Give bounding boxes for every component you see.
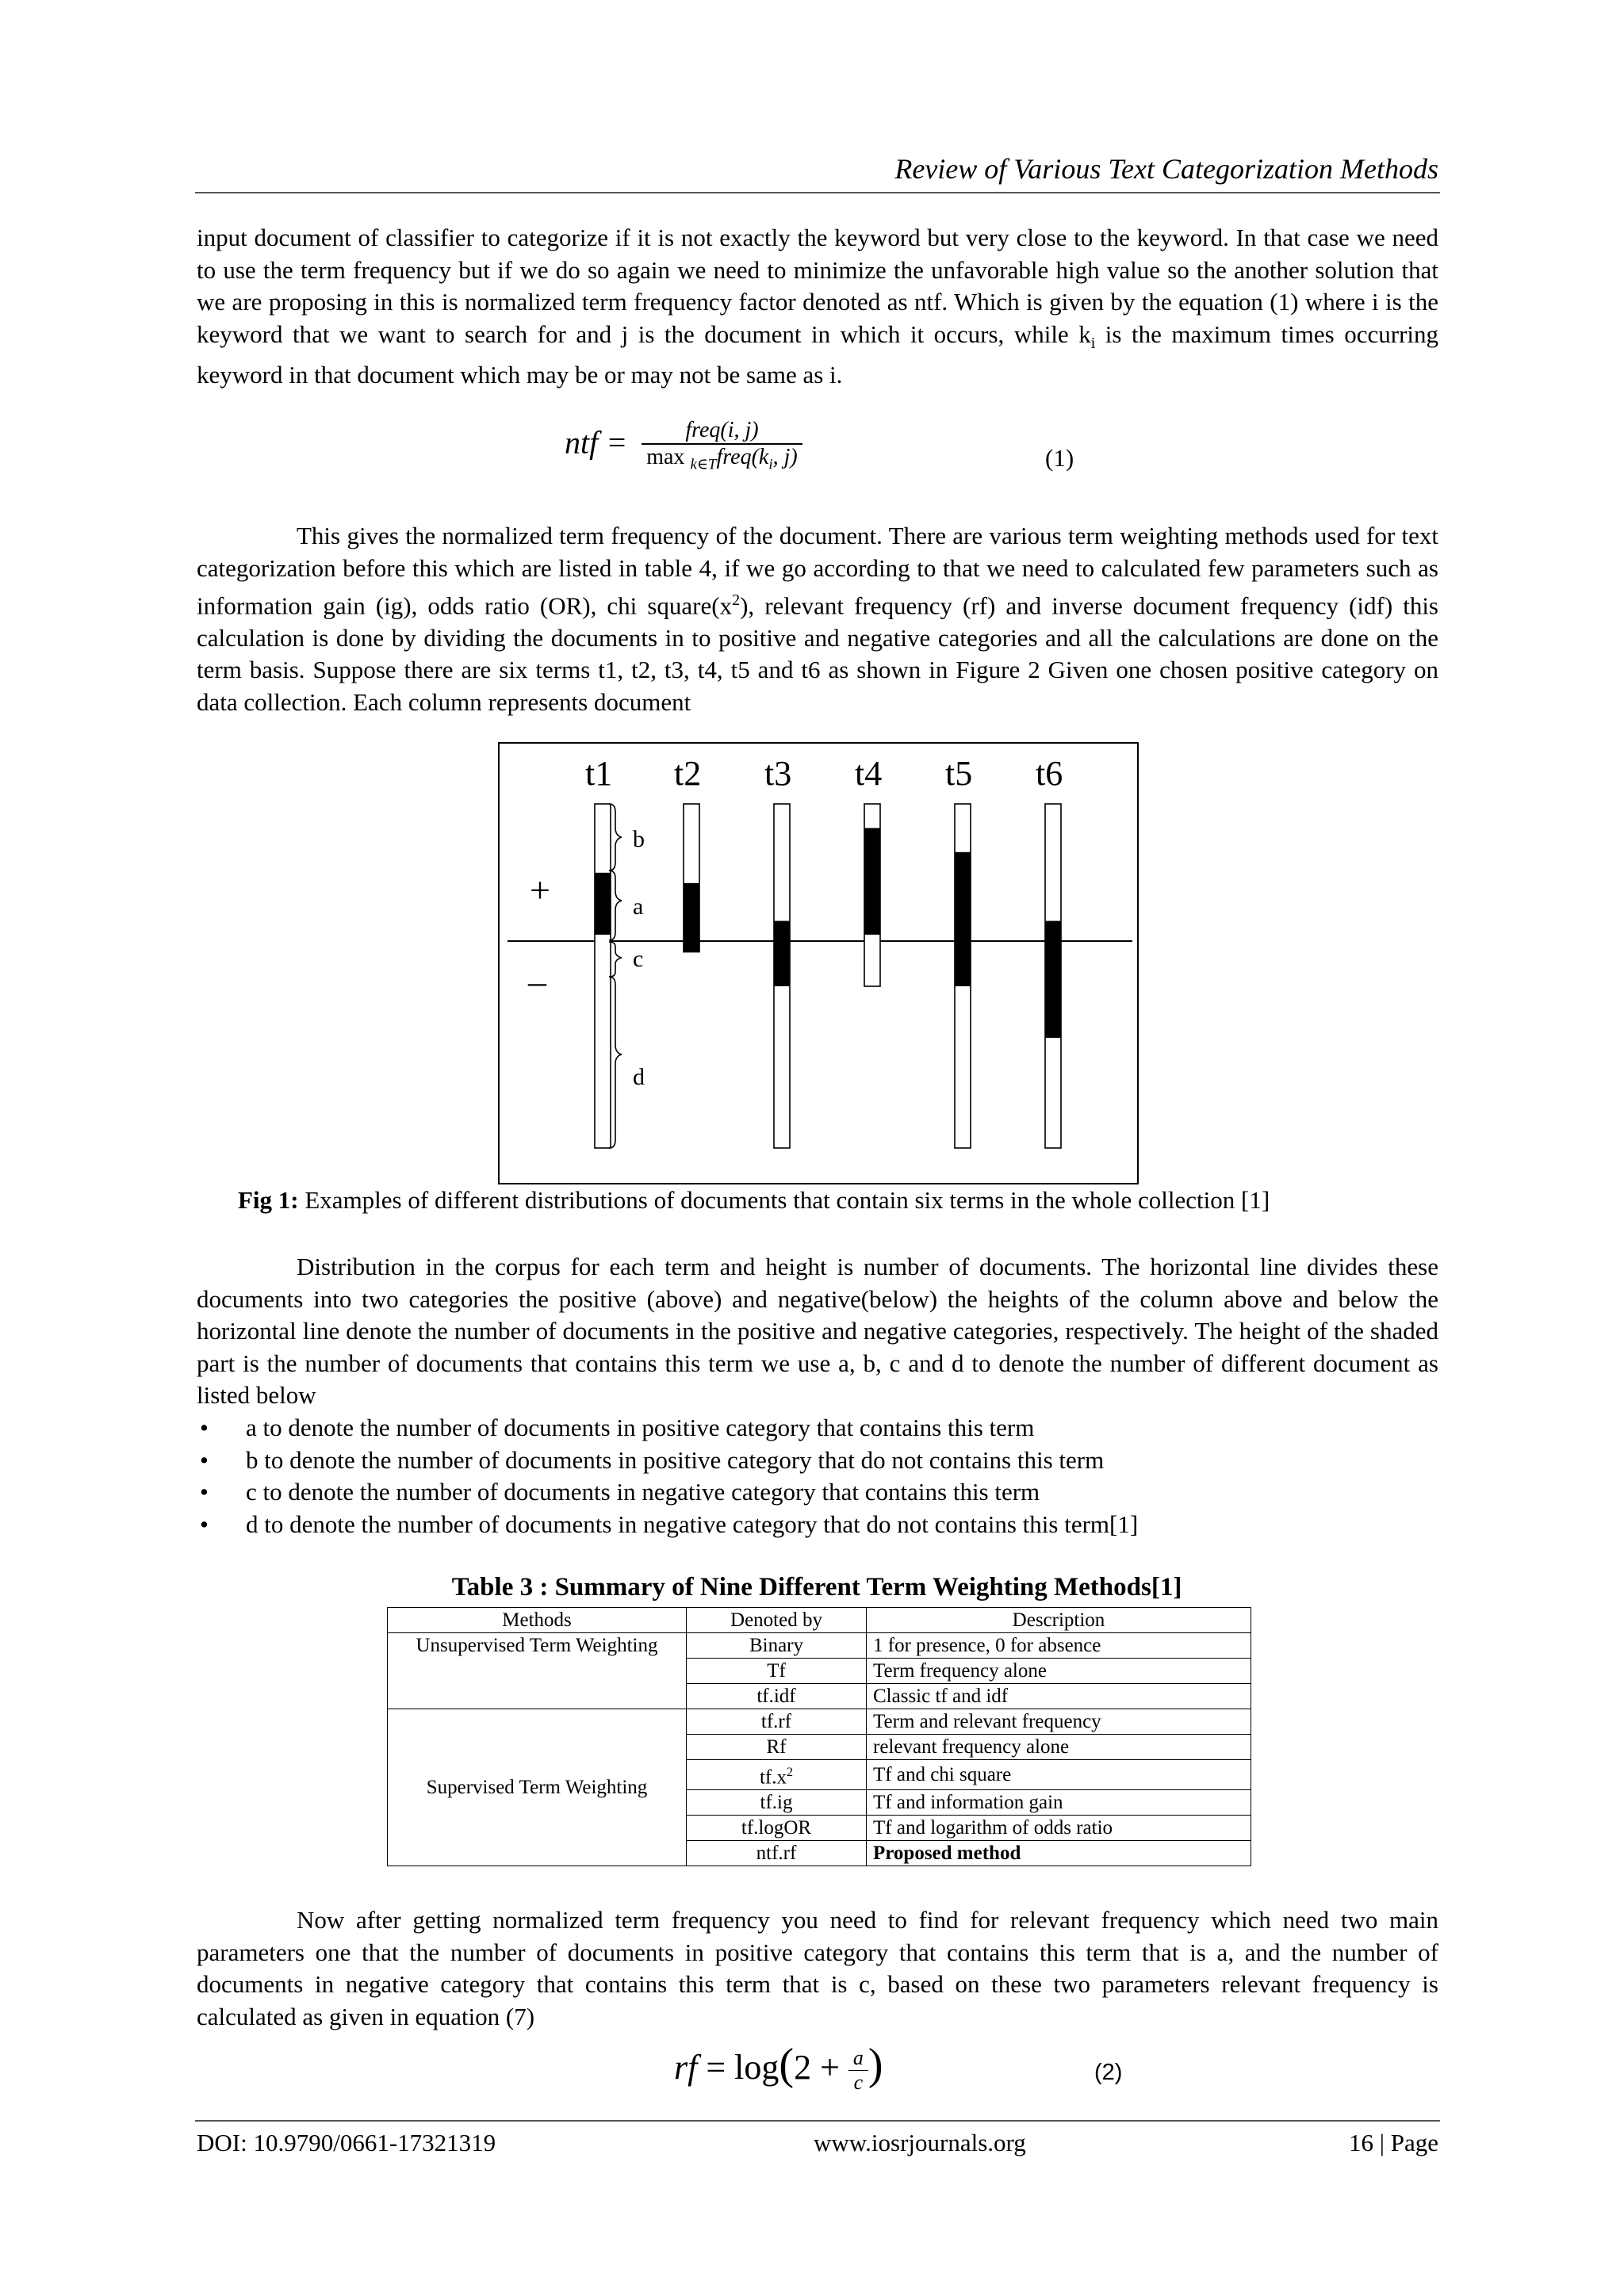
table-cell: tf.rf	[687, 1709, 867, 1735]
table-header-row	[388, 1608, 1251, 1633]
equation-2-two-plus: 2 +	[794, 2048, 848, 2087]
list-item	[197, 1509, 1438, 1541]
methods-table	[387, 1607, 1251, 1866]
table-row	[388, 1633, 1251, 1659]
equation-2-open-paren: (	[779, 2040, 795, 2089]
figure-1	[498, 742, 1139, 1184]
table-row	[388, 1709, 1251, 1735]
negative-sign: –	[528, 961, 546, 1001]
term-shaded-segment-t3	[774, 921, 790, 986]
term-shaded-segment-t6	[1045, 921, 1061, 1039]
figure-1-diagram	[500, 744, 1137, 1183]
equation-1-max: max	[646, 445, 685, 469]
table-cell: Rf	[687, 1735, 867, 1760]
equation-1	[565, 418, 802, 474]
table-cell-superscript: 2	[787, 1766, 794, 1779]
paragraph-1-text-end: is the maximum times occurring keyword in that document which may be or may not be same as i.	[197, 320, 1438, 389]
table-cell: relevant frequency alone	[867, 1735, 1251, 1760]
equation-2	[674, 2039, 883, 2095]
list-item	[197, 1476, 1438, 1509]
term-label-t2: t2	[674, 754, 702, 793]
figure-caption-label: Fig 1:	[238, 1186, 299, 1214]
table-cell: tf.idf	[687, 1684, 867, 1709]
term-label-t6: t6	[1036, 754, 1063, 793]
list-item	[197, 1412, 1438, 1445]
positive-sign: +	[530, 870, 550, 910]
footer-page-number: 16 | Page	[1349, 2129, 1438, 2156]
table-cell: tf.ig	[687, 1790, 867, 1816]
footer-website: www.iosrjournals.org	[814, 2129, 1026, 2156]
table-cell: Term frequency alone	[867, 1659, 1251, 1684]
table-cell: tf.logOR	[687, 1816, 867, 1841]
running-header: Review of Various Text Categorization Methods	[894, 153, 1438, 185]
paragraph-1-subscript: i	[1090, 334, 1096, 352]
equation-2-lhs: rf	[674, 2048, 698, 2087]
paragraph-3: Distribution in the corpus for each term and height is number of documents. The horizontal line divides these documents into two categories the positive (above) and negative(below) the heights of the column above and below the horizontal line denote the number of documents in the positive and negative categories, respectively. The height of the shaded part is the number of documents that contains this term we use a, b, c and d to denote the number of different document as listed below	[197, 1253, 1438, 1409]
table-group-cell: Unsupervised Term Weighting	[388, 1633, 687, 1709]
footer-rule	[195, 2120, 1440, 2122]
table-cell: Proposed method	[867, 1841, 1251, 1866]
figure-caption-text: Examples of different distributions of documents that contain six terms in the whole collection [1]	[298, 1186, 1270, 1214]
table-cell	[687, 1760, 867, 1790]
paragraph-2	[197, 520, 1438, 718]
bullet-dot: •	[200, 1414, 209, 1441]
term-label-t1: t1	[585, 754, 613, 793]
paragraph-4: Now after getting normalized term frequency you need to find for relevant frequency which need two main parameters one that the number of documents in positive category that contains this term that is a, and the number of documents in negative category that contains this term that is c, based on these two parameters relevant frequency is calculated as given in equation (7)	[197, 1906, 1438, 2030]
table-cell: Term and relevant frequency	[867, 1709, 1251, 1735]
list-item-text: b to denote the number of documents in positive category that do not contains this term	[246, 1445, 1105, 1474]
table-cell: Tf and logarithm of odds ratio	[867, 1816, 1251, 1841]
table-cell-text: tf.x	[759, 1766, 787, 1789]
label-a: a	[633, 894, 644, 920]
document-column-t1	[595, 804, 611, 1148]
table-header-cell: Description	[867, 1608, 1251, 1633]
equation-2-fraction	[848, 2046, 868, 2095]
equation-1-numerator: freq(i, j)	[642, 418, 802, 445]
list-item-text: c to denote the number of documents in negative category that contains this term	[246, 1478, 1040, 1506]
term-label-t5: t5	[945, 754, 973, 793]
table-cell: 1 for presence, 0 for absence	[867, 1633, 1251, 1659]
equation-1-max-subscript: k∈T	[690, 456, 717, 473]
list-item	[197, 1445, 1438, 1477]
table-header-cell: Methods	[388, 1608, 687, 1633]
list-item-text: a to denote the number of documents in positive category that contains this term	[246, 1414, 1035, 1441]
equation-2-numerator: a	[848, 2046, 868, 2071]
paragraph-2-text: This gives the normalized term frequency of the document. There are various term weighting methods used for text categorization before this which are listed in table 4, if we go according to that we need to calculated few parameters such as information gain (ig), odds ratio (OR), chi square(x	[197, 522, 1438, 620]
equation-1-denominator	[642, 445, 802, 474]
table-group-cell: Supervised Term Weighting	[388, 1709, 687, 1866]
table-cell: ntf.rf	[687, 1841, 867, 1866]
equation-1-number: (1)	[1045, 444, 1074, 472]
paragraph-2-superscript: 2	[732, 591, 741, 609]
header-rule	[195, 192, 1440, 193]
bullet-dot: •	[200, 1478, 209, 1506]
equation-2-log: = log	[697, 2048, 779, 2087]
equation-1-lhs: ntf =	[565, 424, 628, 461]
table-cell: Tf and chi square	[867, 1760, 1251, 1790]
table-header-cell: Denoted by	[687, 1608, 867, 1633]
paragraph-2-text-end: ), relevant frequency (rf) and inverse document frequency (idf) this calculation is done by dividing the documents in to positive and negative categories and all the calculations are done on the term basis. Suppose there are six terms t1, t2, t3, t4, t5 and t6 as shown in Figure 2 Given one chosen positive category on data collection. Each column represents document	[197, 591, 1438, 716]
list-item-text: d to denote the number of documents in negative category that do not contains this term[1]	[246, 1510, 1139, 1538]
equation-1-den-text: freq(k	[716, 445, 769, 469]
paragraph-1	[197, 222, 1438, 392]
term-label-t3: t3	[764, 754, 792, 793]
term-shaded-segment-t5	[955, 852, 971, 986]
equation-2-number: (2)	[1094, 2060, 1123, 2085]
equation-1-fraction	[642, 418, 802, 474]
table-title: Table 3 : Summary of Nine Different Term Weighting Methods[1]	[451, 1573, 1182, 1601]
table-cell: Tf and information gain	[867, 1790, 1251, 1816]
bullet-list	[197, 1412, 1438, 1540]
equation-1-den-end: , j)	[772, 445, 798, 469]
equation-2-denominator: c	[853, 2071, 864, 2095]
label-c: c	[633, 946, 644, 972]
equation-2-close-paren: )	[868, 2040, 883, 2089]
bullet-dot: •	[200, 1510, 209, 1538]
table-cell: Tf	[687, 1659, 867, 1684]
term-shaded-segment-t4	[864, 828, 880, 935]
table-cell: Classic tf and idf	[867, 1684, 1251, 1709]
label-d: d	[633, 1064, 645, 1090]
label-b: b	[633, 826, 645, 852]
term-shaded-segment-t1	[595, 873, 611, 935]
term-label-t4: t4	[855, 754, 883, 793]
paragraph-1-text: input document of classifier to categorize if it is not exactly the keyword but very close to the keyword. In that case we need to use the term frequency but if we do so again we need to minimize the unfavorable high value so the another solution that we are proposing in this is normalized term frequency factor denoted as ntf. Which is given by the equation (1) where i is the keyword that we want to search for and j is the document in which it occurs, while k	[197, 224, 1438, 348]
footer-doi: DOI: 10.9790/0661-17321319	[197, 2129, 496, 2156]
bullet-dot: •	[200, 1445, 209, 1474]
figure-caption	[238, 1186, 1404, 1215]
term-shaded-segment-t2	[684, 883, 699, 952]
table-cell: Binary	[687, 1633, 867, 1659]
equation-1-den-subscript: i	[768, 456, 773, 473]
